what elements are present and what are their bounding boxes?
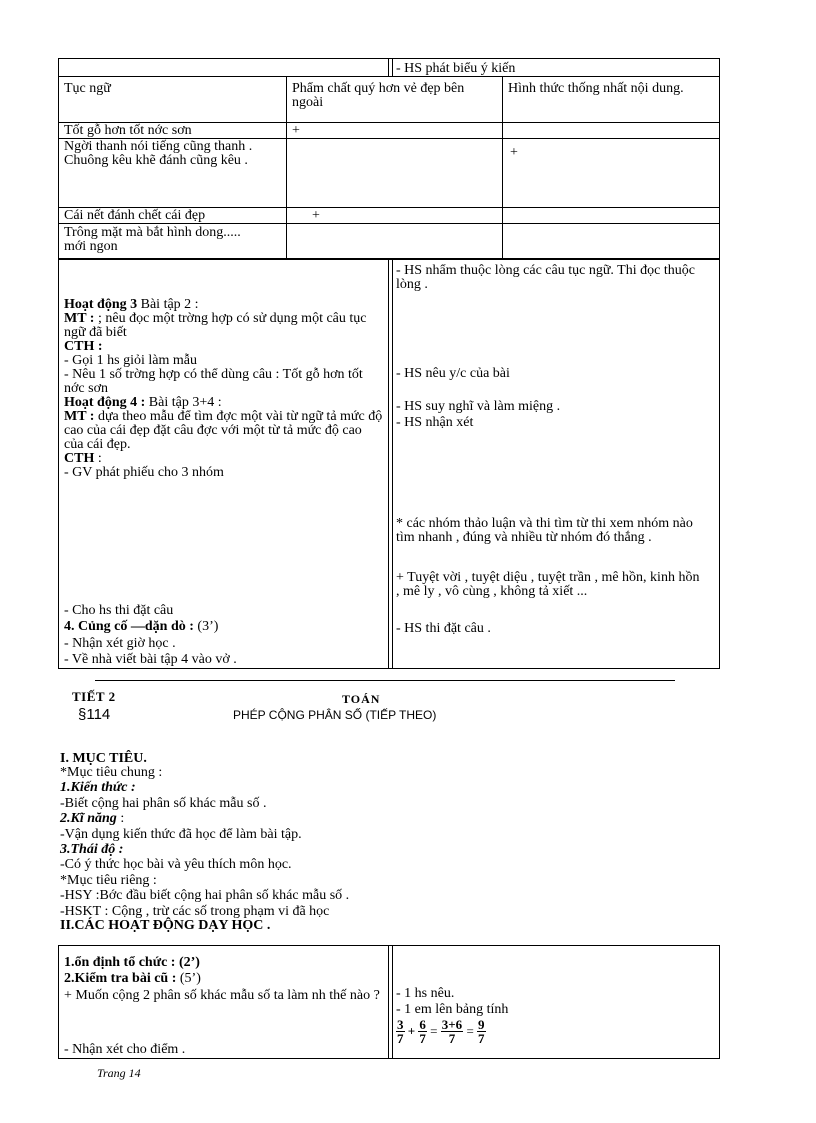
student-7: - HS thi đặt câu . bbox=[396, 621, 491, 636]
fraction-equation: $\frac{3}{7}$ + $\frac{6}{7}$ = $\frac{3+6}{7}$ = $\frac{9}{7}$ bbox=[397, 1017, 485, 1046]
activities-left bbox=[64, 298, 384, 480]
skills-label: 2.Kĩ năng : bbox=[60, 811, 125, 827]
activity-4-objective: MT : dựa theo mẫu để tìm đợc một vài từ ngữ tả mức độ cao của cái đẹp đặt câu đợc với một từ tả mức độ cao của cái đẹp. bbox=[64, 409, 383, 452]
objectives bbox=[60, 752, 700, 932]
quality-1: + bbox=[292, 123, 300, 138]
knowledge-label: 1.Kiến thức : bbox=[60, 780, 136, 796]
student-5: * các nhóm thảo luận và thi tìm từ thi xem nhóm nào tìm nhanh , đúng và nhiều từ nhóm đó thắng . bbox=[396, 516, 693, 545]
proverb-2: Ngời thanh nói tiếng cũng thanh . Chuông kêu khẽ đánh cũng kêu . bbox=[64, 139, 253, 168]
objectives-specific: *Mục tiêu riêng : bbox=[60, 872, 157, 888]
objectives-hskt: -HSKT : Cộng , trừ các số trong phạm vi đã học bbox=[60, 903, 330, 919]
quality-3: + bbox=[312, 208, 320, 223]
activity-3-cth: CTH : bbox=[64, 339, 103, 354]
page-footer: Trang 14 bbox=[97, 1066, 141, 1080]
review-grading: - Nhận xét cho điểm . bbox=[64, 1042, 186, 1057]
review-question: + Muốn cộng 2 phân số khác mẫu số ta làm nh thế nào ? bbox=[64, 988, 380, 1003]
top-first-row-right: - HS phát biểu ý kiến bbox=[396, 61, 516, 76]
org-step: 1.ổn định tổ chức : (2’) bbox=[64, 955, 200, 970]
activity-4-cth: CTH : bbox=[64, 451, 102, 466]
objectives-heading: I. MỤC TIÊU. bbox=[60, 751, 147, 766]
activity-4-step-2: - Cho hs thi đặt câu bbox=[64, 603, 174, 618]
fraction-d: $\frac{9}{7}$ bbox=[478, 1017, 485, 1046]
review-step: 2.Kiểm tra bài cũ : (5’) bbox=[64, 971, 201, 986]
activity-3-objective: MT : ; nêu đọc một trờng hợp có sử dụng một câu tục ngữ đã biết bbox=[64, 311, 367, 340]
section-divider bbox=[95, 680, 675, 681]
fraction-b: $\frac{6}{7}$ bbox=[419, 1017, 426, 1046]
header-quality: Phẩm chất quý hơn vẻ đẹp bên ngoài bbox=[292, 81, 465, 110]
consolidation-step-2: - Về nhà viết bài tập 4 vào vở . bbox=[64, 652, 237, 667]
skills-text: -Vận dụng kiến thức đã học để làm bài tập. bbox=[60, 826, 302, 842]
objectives-hsy: -HSY :Bớc đầu biết cộng hai phân số khác mẫu số . bbox=[60, 888, 350, 904]
fraction-c: $\frac{3+6}{7}$ bbox=[441, 1017, 463, 1046]
student-4: - HS nhận xét bbox=[396, 415, 474, 430]
header-form: Hình thức thống nhất nội dung. bbox=[508, 81, 684, 96]
student-3: - HS suy nghĩ và làm miệng . bbox=[396, 399, 561, 414]
lesson-subject: TOÁN bbox=[342, 692, 381, 706]
lesson-number: §114 bbox=[78, 706, 111, 723]
attitude-label: 3.Thái độ : bbox=[60, 842, 124, 858]
objectives-general: *Mục tiêu chung : bbox=[60, 765, 163, 780]
proverb-3: Cái nết đánh chết cái đẹp bbox=[64, 208, 206, 223]
consolidation-step-1: - Nhận xét giờ học . bbox=[64, 636, 176, 651]
proverb-4: Trông mặt mà bắt hình dong..... mới ngon bbox=[64, 225, 241, 254]
header-proverb: Tục ngữ bbox=[64, 81, 111, 96]
activity-4-heading: Hoạt động 4 : Bài tập 3+4 : bbox=[64, 395, 222, 410]
student-1: - HS nhẩm thuộc lòng các câu tục ngữ. Thi đọc thuộc lòng . bbox=[396, 263, 695, 292]
activity-4-step-1: - GV phát phiếu cho 3 nhóm bbox=[64, 465, 224, 480]
student-6: + Tuyệt vời , tuyệt diệu , tuyệt trần , mê hồn, kinh hồn , mê ly , vô cùng , không tả xiết ... bbox=[396, 570, 700, 599]
attitude-text: -Có ý thức học bài và yêu thích môn học. bbox=[60, 857, 292, 873]
activity-3-heading: Hoạt động 3 Bài tập 2 : bbox=[64, 297, 199, 312]
answer-2: - 1 em lên bảng tính bbox=[396, 1002, 509, 1017]
activity-3-step-1: - Gọi 1 hs giỏi làm mẫu bbox=[64, 353, 197, 368]
consolidation-heading: 4. Củng cố —dặn dò : (3’) bbox=[64, 619, 219, 634]
answer-1: - 1 hs nêu. bbox=[396, 986, 455, 1001]
student-2: - HS nêu y/c của bài bbox=[396, 366, 510, 381]
form-2: + bbox=[510, 145, 518, 160]
lesson-title: PHÉP CỘNG PHÂN SỐ (TIẾP THEO) bbox=[233, 708, 437, 722]
activities-heading: II.CÁC HOẠT ĐỘNG DẠY HỌC . bbox=[60, 918, 271, 934]
fraction-a: $\frac{3}{7}$ bbox=[397, 1017, 404, 1046]
lesson-period: TIẾT 2 bbox=[72, 689, 116, 704]
proverb-1: Tốt gỗ hơn tốt nớc sơn bbox=[64, 123, 192, 138]
knowledge-text: -Biết cộng hai phân số khác mẫu số . bbox=[60, 795, 267, 811]
activity-3-step-2: - Nêu 1 số trờng hợp có thể dùng câu : Tốt gỗ hơn tốt nớc sơn bbox=[64, 367, 363, 396]
